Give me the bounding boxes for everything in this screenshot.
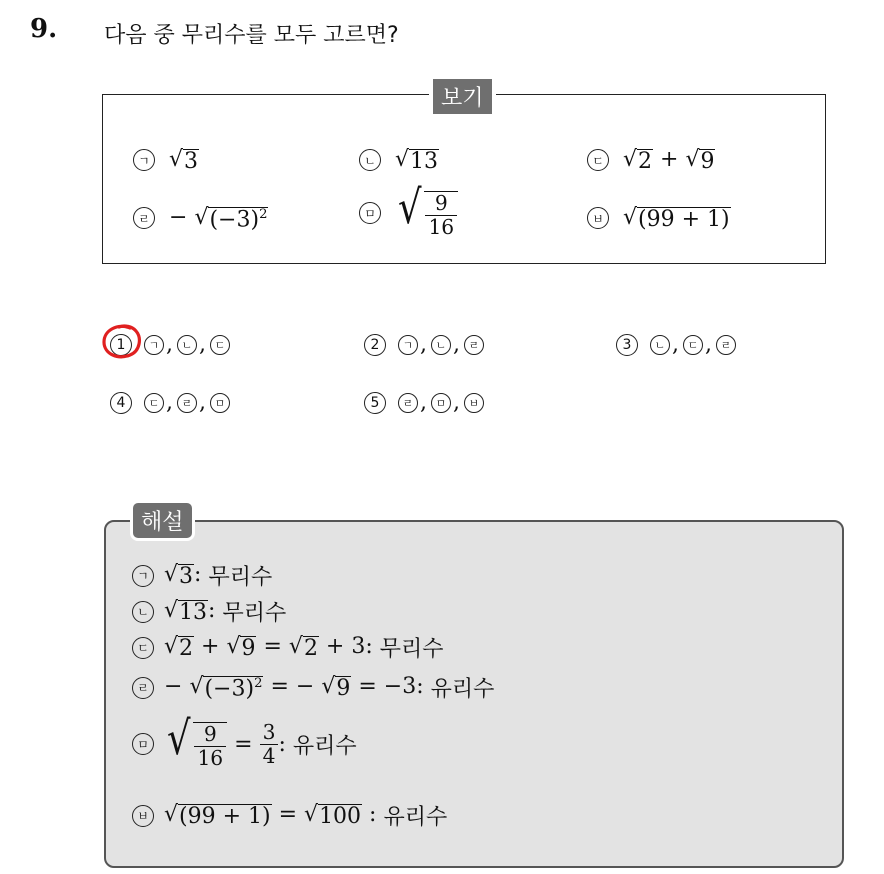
choice-number: 2 bbox=[364, 334, 386, 356]
choice-3[interactable]: 3 ㄴ , ㄷ , ㄹ bbox=[616, 332, 738, 357]
marker-circle: ㅁ bbox=[431, 393, 451, 413]
question-number: 9. bbox=[30, 14, 58, 44]
bogi-item-6 bbox=[587, 205, 731, 231]
marker-circle: ㄱ bbox=[144, 335, 164, 355]
solution-expression: √ (99 + 1) = √ 100 : bbox=[164, 802, 384, 830]
solution-line-1 bbox=[132, 560, 272, 591]
solution-result: 유리수 bbox=[430, 677, 495, 702]
solution-label: 해설 bbox=[130, 500, 195, 541]
marker-circle: ㄹ bbox=[464, 335, 484, 355]
marker-circle: ㄴ bbox=[431, 335, 451, 355]
marker-circle: ㄱ bbox=[132, 565, 154, 587]
marker-circle: ㄴ bbox=[177, 335, 197, 355]
marker-circle: ㄹ bbox=[133, 207, 155, 229]
marker-circle: ㄱ bbox=[133, 149, 155, 171]
bogi-item-4 bbox=[133, 205, 268, 231]
bogi-expression: √ 2 + √ 9 bbox=[623, 147, 715, 174]
solution-expression: √ 3 : bbox=[164, 562, 209, 590]
bogi-box bbox=[102, 86, 826, 264]
marker-circle: ㅁ bbox=[359, 202, 381, 224]
selected-answer-ring bbox=[100, 322, 144, 362]
choice-number: 4 bbox=[110, 392, 132, 414]
marker-circle: ㅂ bbox=[132, 805, 154, 827]
choice-number: 5 bbox=[364, 392, 386, 414]
marker-circle: ㄱ bbox=[398, 335, 418, 355]
marker-circle: ㄷ bbox=[132, 637, 154, 659]
choice-5[interactable]: 5 ㄹ , ㅁ , ㅂ bbox=[364, 390, 486, 415]
marker-circle: ㄹ bbox=[716, 335, 736, 355]
bogi-expression: √ (99 + 1) bbox=[623, 205, 730, 232]
solution-expression: √ $\frac{9}{16}$ = $\frac{3}{4}$ : bbox=[166, 711, 293, 771]
marker-circle: ㄷ bbox=[144, 393, 164, 413]
marker-circle: ㄴ bbox=[132, 601, 154, 623]
solution-line-3 bbox=[132, 632, 444, 663]
solution-expression: − √ $(-3)^2$ = − √ 9 = −3: bbox=[164, 674, 431, 702]
marker-circle: ㄷ bbox=[587, 149, 609, 171]
marker-circle: ㅂ bbox=[464, 393, 484, 413]
choice-1[interactable]: 1 ㄱ , ㄴ , ㄷ bbox=[110, 332, 232, 357]
solution-line-5 bbox=[132, 711, 357, 771]
solution-line-2 bbox=[132, 596, 286, 627]
choice-number: 3 bbox=[616, 334, 638, 356]
marker-circle: ㅁ bbox=[132, 733, 154, 755]
marker-circle: ㄹ bbox=[398, 393, 418, 413]
solution-line-4 bbox=[132, 672, 494, 703]
bogi-item-5 bbox=[359, 180, 458, 240]
solution-expression: √ 13 : bbox=[164, 598, 223, 626]
solution-result: 유리수 bbox=[292, 733, 357, 759]
question-text: 다음 중 무리수를 모두 고르면? bbox=[104, 23, 399, 48]
marker-circle: ㄷ bbox=[683, 335, 703, 355]
marker-circle: ㄷ bbox=[210, 335, 230, 355]
bogi-expression: √ 3 bbox=[169, 147, 199, 174]
solution-result: 무리수 bbox=[379, 637, 444, 662]
bogi-expression: √ $\frac{9}{16}$ bbox=[395, 187, 458, 240]
marker-circle: ㅂ bbox=[587, 207, 609, 229]
marker-circle: ㄹ bbox=[177, 393, 197, 413]
bogi-label: 보기 bbox=[429, 75, 496, 118]
bogi-item-2 bbox=[359, 147, 439, 173]
solution-box bbox=[104, 510, 844, 868]
choice-2[interactable]: 2 ㄱ , ㄴ , ㄹ bbox=[364, 332, 486, 357]
marker-circle: ㄴ bbox=[650, 335, 670, 355]
solution-result: 무리수 bbox=[208, 565, 273, 590]
solution-line-6 bbox=[132, 800, 447, 831]
solution-expression: √ 2 + √ 9 = √ 2 + 3: bbox=[164, 634, 380, 662]
solution-result: 유리수 bbox=[383, 805, 448, 830]
marker-circle: ㄴ bbox=[359, 149, 381, 171]
choice-4[interactable]: 4 ㄷ , ㄹ , ㅁ bbox=[110, 390, 232, 415]
solution-result: 무리수 bbox=[222, 601, 287, 626]
marker-circle: ㄹ bbox=[132, 677, 154, 699]
bogi-item-3 bbox=[587, 147, 715, 173]
marker-circle: ㅁ bbox=[210, 393, 230, 413]
choice-number: 1 bbox=[110, 334, 132, 356]
bogi-item-1 bbox=[133, 147, 199, 173]
bogi-expression: √ 13 bbox=[395, 147, 439, 174]
bogi-expression: − √ $(-3)^2$ bbox=[169, 205, 268, 233]
